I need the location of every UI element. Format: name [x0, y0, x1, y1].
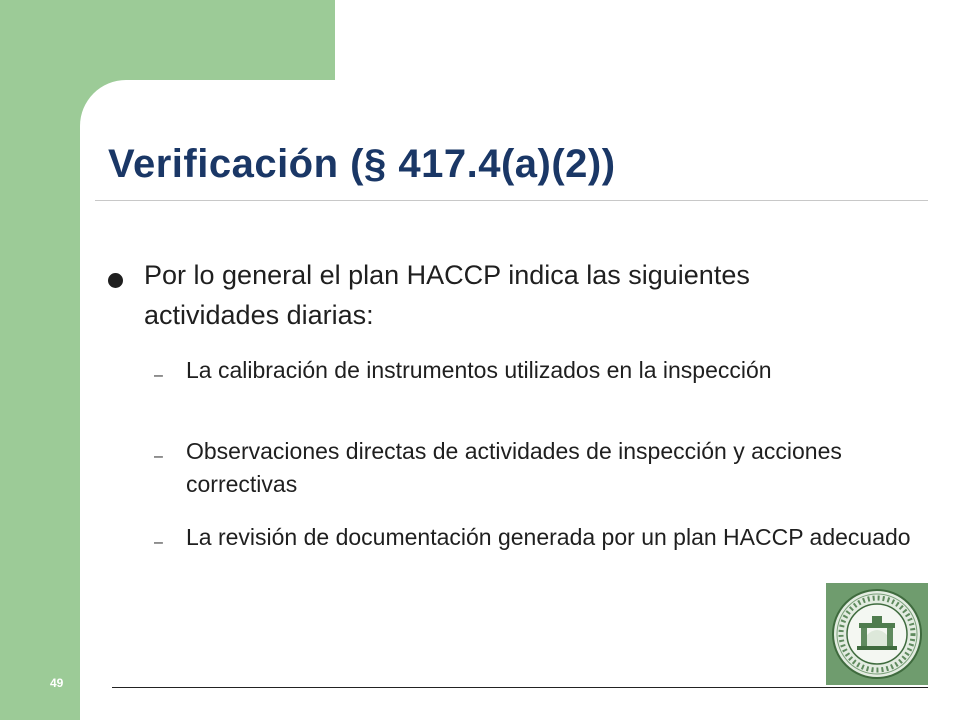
university-seal-icon: [826, 583, 928, 685]
sub-bullet-text: Observaciones directas de actividades de inspección y acciones correctivas: [186, 438, 842, 497]
bullet-point-icon: [108, 273, 123, 288]
title-divider: [95, 200, 928, 201]
sub-bullet-text: La revisión de documentación generada por un plan HACCP adecuado: [186, 524, 911, 550]
page-number: 49: [50, 676, 64, 690]
slide-title: Verificación (§ 417.4(a)(2)): [108, 142, 616, 186]
sub-bullet-dash: –: [154, 448, 163, 465]
sub-bullet-dash: –: [154, 534, 163, 551]
sub-bullet-dash: –: [154, 367, 163, 384]
sub-bullet-text: La calibración de instrumentos utilizados en la inspección: [186, 357, 772, 383]
footer-divider: [112, 687, 928, 688]
main-bullet-text: Por lo general el plan HACCP indica las siguientes actividades diarias:: [144, 260, 750, 330]
